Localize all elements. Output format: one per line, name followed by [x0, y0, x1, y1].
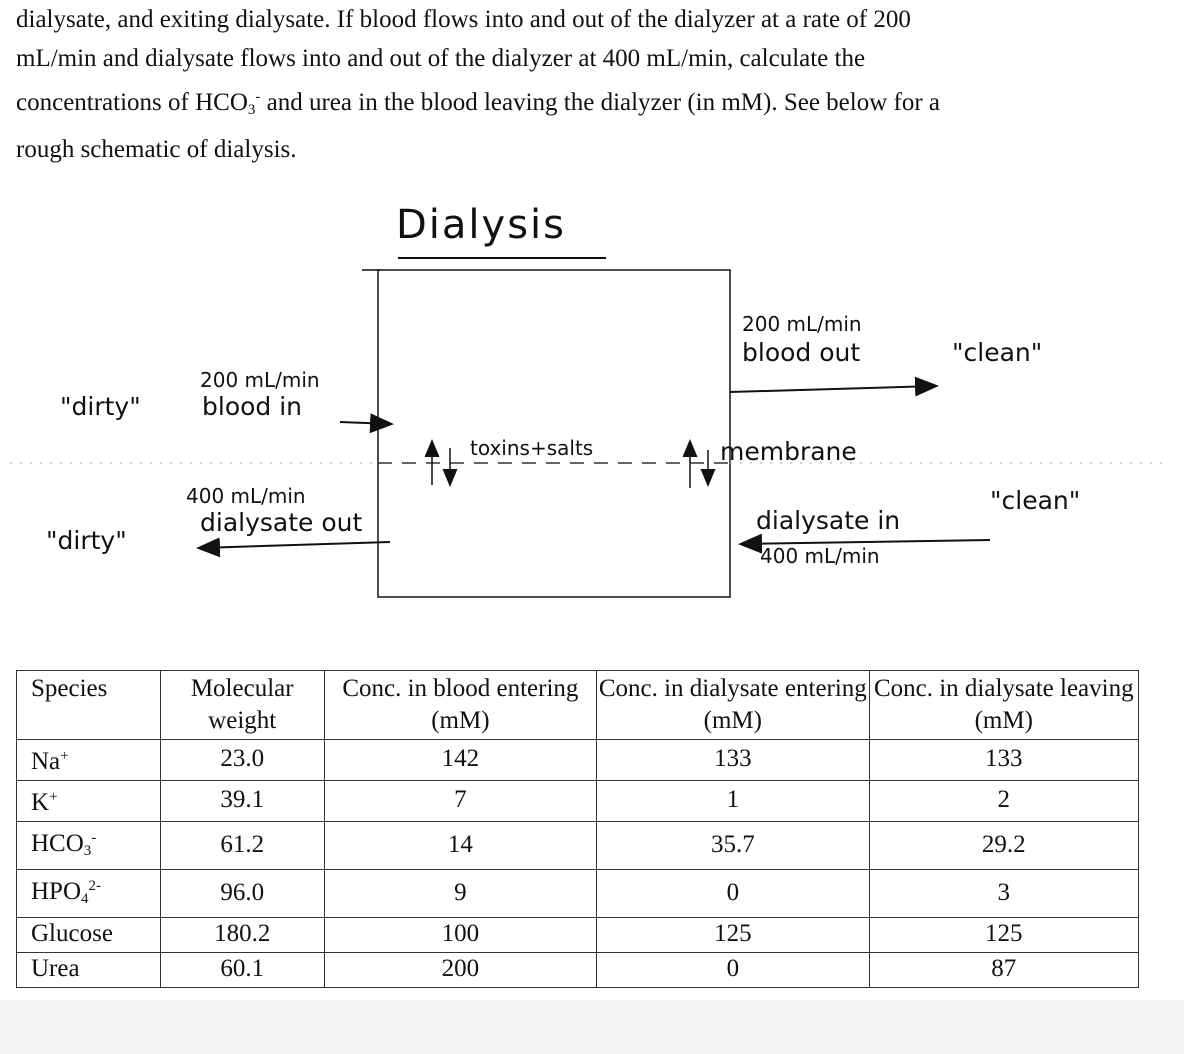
molecular-weight-cell: 61.2	[160, 822, 324, 870]
membrane-label: membrane	[720, 437, 857, 466]
species-cell	[17, 740, 161, 781]
table-body	[17, 740, 1139, 988]
dirty-dialysate-label: "dirty"	[46, 526, 127, 555]
blood-in-label: blood in	[202, 392, 303, 421]
dialysate-leaving-cell: 133	[869, 740, 1138, 781]
header-species: Species	[17, 671, 161, 740]
species-charge: 2-	[88, 878, 102, 894]
table-header-row	[17, 671, 1139, 740]
species-cell	[17, 781, 161, 822]
blood-in-rate: 200 mL/min	[200, 368, 320, 392]
text-line: dialysate, and exiting dialysate. If blood flows into and out of the dialyzer at a rate of 200	[16, 6, 911, 33]
species-cell	[17, 918, 161, 953]
species-cell	[17, 822, 161, 870]
text-span: and urea in the blood leaving the dialyzer (in mM). See below for a	[260, 89, 941, 116]
molecular-weight-cell: 39.1	[160, 781, 324, 822]
dialysate-in-rate: 400 mL/min	[760, 544, 880, 568]
blood-entering-cell: 9	[324, 870, 596, 918]
dialysate-leaving-cell: 29.2	[869, 822, 1138, 870]
species-charge: +	[60, 748, 69, 764]
dirty-blood-label: "dirty"	[60, 392, 141, 421]
species-name: K	[31, 789, 50, 816]
blood-out-arrow	[730, 386, 935, 392]
text-span: concentrations of HCO	[16, 89, 248, 116]
species-name: Na	[31, 748, 61, 775]
blood-entering-cell: 14	[324, 822, 596, 870]
species-cell	[17, 953, 161, 988]
text-line	[16, 78, 1156, 130]
blood-entering-cell: 7	[324, 781, 596, 822]
blood-entering-cell: 100	[324, 918, 596, 953]
dialysate-entering-cell: 125	[597, 918, 869, 953]
species-name: Glucose	[31, 920, 113, 947]
dialysate-leaving-cell: 3	[869, 870, 1138, 918]
header-molecular-weight: Molecular weight	[160, 671, 324, 740]
table-row	[17, 740, 1139, 781]
species-subscript: 4	[81, 891, 89, 907]
blood-entering-cell: 200	[324, 953, 596, 988]
table-row	[17, 781, 1139, 822]
blood-out-label: blood out	[742, 338, 861, 367]
problem-text	[16, 0, 1156, 169]
header-dialysate-entering: Conc. in dialysate entering (mM)	[597, 671, 869, 740]
dialysate-out-arrow	[200, 542, 390, 548]
table-row	[17, 918, 1139, 953]
header-dialysate-leaving: Conc. in dialysate leaving (mM)	[869, 671, 1138, 740]
text-line: mL/min and dialysate flows into and out of the dialyzer at 400 mL/min, calculate the	[16, 45, 866, 72]
schematic-drawing	[0, 180, 1184, 620]
molecular-weight-cell: 23.0	[160, 740, 324, 781]
clean-dialysate-label: "clean"	[990, 486, 1081, 515]
dialysate-entering-cell: 0	[597, 870, 869, 918]
page-footer-band	[0, 1000, 1184, 1054]
dialysate-out-rate: 400 mL/min	[186, 484, 306, 508]
species-name: Urea	[31, 955, 80, 982]
blood-in-arrow	[340, 422, 390, 424]
table-row	[17, 953, 1139, 988]
table-row	[17, 870, 1139, 918]
species-charge: +	[49, 789, 58, 805]
species-cell	[17, 870, 161, 918]
dialysate-leaving-cell: 87	[869, 953, 1138, 988]
species-subscript: 3	[83, 843, 92, 859]
toxins-salts-label: toxins+salts	[470, 436, 594, 460]
molecular-weight-cell: 60.1	[160, 953, 324, 988]
subscript: 3	[247, 102, 256, 118]
species-charge: -	[91, 830, 97, 846]
dialysis-schematic	[0, 180, 1184, 620]
molecular-weight-cell: 180.2	[160, 918, 324, 953]
text-line: rough schematic of dialysis.	[16, 136, 297, 163]
header-blood-entering: Conc. in blood entering (mM)	[324, 671, 596, 740]
dialysate-entering-cell: 1	[597, 781, 869, 822]
clean-blood-label: "clean"	[952, 338, 1043, 367]
species-name: HCO	[31, 830, 84, 857]
dialysate-leaving-cell: 125	[869, 918, 1138, 953]
blood-out-rate: 200 mL/min	[742, 312, 862, 336]
dialysate-in-label: dialysate in	[756, 506, 901, 535]
dialysate-leaving-cell: 2	[869, 781, 1138, 822]
dialyzer-box	[378, 270, 730, 597]
diagram-title: Dialysis	[396, 202, 567, 248]
dialysate-entering-cell: 0	[597, 953, 869, 988]
species-name: HPO	[31, 878, 82, 905]
molecular-weight-cell: 96.0	[160, 870, 324, 918]
dialysate-entering-cell: 133	[597, 740, 869, 781]
superscript: -	[255, 89, 261, 105]
blood-entering-cell: 142	[324, 740, 596, 781]
dialysate-out-label: dialysate out	[200, 508, 363, 537]
species-table	[16, 670, 1139, 988]
dialysate-entering-cell: 35.7	[597, 822, 869, 870]
table-row	[17, 822, 1139, 870]
